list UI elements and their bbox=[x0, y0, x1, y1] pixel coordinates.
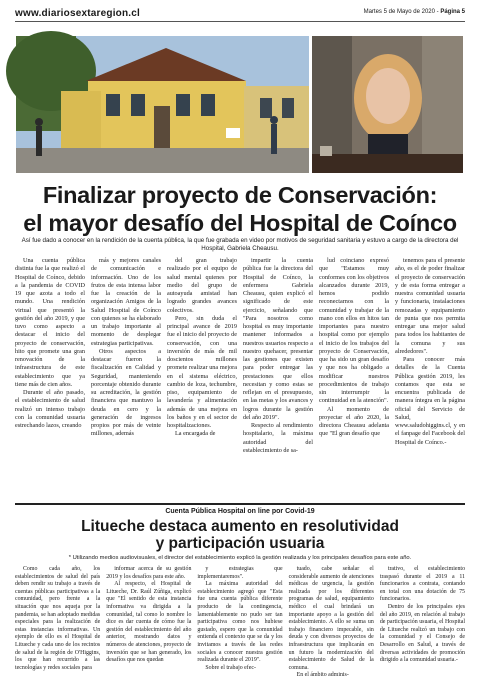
article2-col2-para1: informar acerca de su gestión 2019 y los desafíos para este año. bbox=[106, 566, 192, 580]
article2-col4-para2: En el ámbito adminis- bbox=[296, 672, 349, 679]
article2-headline-line1: Litueche destaca aumento en resolutividad bbox=[81, 518, 399, 535]
section-divider bbox=[15, 503, 465, 505]
article2-col4-para1: tuado, cabe señalar el considerable aumento de atenciones médicas de urgencia, la gestión realizada por los diferentes programas de salud, equipamiento médico el cual brindará un importante apoyo a la gestión del establecimiento. A ello se suma un trabajo financiero impecable, sin deuda y con diversos proyectos de infraestructura que implicarán en un futuro la modernización del establecimiento de Salud de la comuna. bbox=[288, 566, 374, 671]
article1-column-4 bbox=[243, 257, 313, 502]
article2-subtitle: * Utilizando medios audiovisuales, el director del establecimiento explicó la gestión realizada y los principales desafíos para este año. bbox=[68, 555, 412, 561]
article1-col2-para2: Otros aspectos a destacar fueron la fiscalización en Calidad y Seguridad, manteniendo porcentaje obtenido durante su acreditación, la gestión financiera que mantuvo la deuda en cero y la generación de ingresos propios por más de veinte millones, además bbox=[91, 347, 161, 438]
article1-col1-para2: Durante el año pasado, el establecimiento de salud realizó un intenso trabajo con la comunidad usuaria estrechando lazos, creando bbox=[15, 389, 85, 429]
article1-subtitle: Así fue dado a conocer en la rendición de la cuenta pública, la que fue grabada en video por motivos de seguridad sanitaria y estuvo a cargo de la directora del Hospital, Gabriela Cheausu. bbox=[21, 237, 459, 252]
article1-col3-para3: La encargada de bbox=[175, 430, 216, 438]
hospital-building-photo bbox=[16, 36, 309, 173]
article2-col5-para2: Dentro de los principales ejes del año 2019, en relación al trabajo de participación usuaria, el Hospital de Litueche realizó un trabajo con la comunidad y el Consejo de Desarrollo en Salud, a través de diversas actividades de promoción dirigido a la comunidad usuaria.- bbox=[379, 603, 466, 664]
article1-column-3 bbox=[167, 257, 237, 502]
article2-col3-para3: Sobre el trabajo efec- bbox=[205, 664, 256, 671]
article1-col6-para2: Para conocer más detalles de la Cuenta Pública gestión 2019, les contamos que esta se encuentra publicada de manera íntegra en la página oficial del Servicio de Salud, www.saludohiggins.cl, y en el fanpage del Facebook del Hospital de Coínco.- bbox=[395, 356, 465, 446]
article1-headline bbox=[15, 181, 465, 237]
page-number: Página 5 bbox=[440, 9, 465, 15]
article2-body bbox=[15, 566, 466, 679]
article2-column-4 bbox=[288, 566, 374, 679]
hospital-building-illustration bbox=[16, 36, 309, 173]
article2-col3-para1: y estrategias que implementaremos". bbox=[197, 566, 283, 580]
article1-body bbox=[15, 257, 465, 502]
article2-headline bbox=[15, 518, 465, 552]
page-header bbox=[15, 8, 465, 20]
article1-col3-para1: del gran trabajo realizado por el equipo de salud mental quienes por medio del grupo de autoayuda amistad han logrado grandes avances colectivos. bbox=[167, 257, 237, 314]
article1-column-2 bbox=[91, 257, 161, 502]
director-portrait-illustration bbox=[312, 36, 463, 173]
article2-col2-para2: Al respecto, el Hospital de Litueche, Dr. Raúl Zúñiga, explicó que "El sentido de esta instancia informativa va dirigida a la comunidad, tal como lo nombre lo dice es dar cuenta de cómo fue la gestión del establecimiento del año anterior, mostrando datos y números de atenciones, proyecto de inversión que se han generado, los desafíos que nos quedan bbox=[106, 581, 192, 664]
article1-col5-para1: lud coinciano expresó que "Estamos muy conformes con los objetivos alcanzados durante 2019, hemos podido reconectarnos con la comunidad y trabajar de la mano con ellos en hitos tan importantes para nuestro hospital como por ejemplo el inicio de los trabajos del proyecto de Conservación, que ha sido un gran desafío y que nos ha obligado a modificar nuestros procedimientos de trabajo sin interrumpir la continuidad en la atención". bbox=[319, 257, 389, 405]
article1-col6-para1: tenemos para el presente año, es el de poder finalizar el proyecto de conservación y de esta forma entregar a nuestra comunidad usuaria y funcionaria, instalaciones remozadas y equipamiento de punta que nos permita entregar una mejor salud para todos los habitantes de la comuna y sus alrededores". bbox=[395, 257, 465, 355]
article1-col2-para1: más y mejores canales de comunicación e información. Uno de los frutos de esta intensa labor fue la creación de la organización Amigos de la Salud Hospital de Coínco con quienes se ha elaborado un trabajo importante al momento de desplegar estrategias participativas. bbox=[91, 257, 161, 347]
director-portrait-photo bbox=[312, 36, 463, 173]
article1-col1-para1: Una cuenta pública distinta fue la que realizó el Hospital de Coínco, debido a la pandemia de COVID 19 que azota a todo el mundo. Una rendición virtual que presentó la gestión del año 2019, y que tuvo como aspecto a destacar el inicio del proyecto de conservación, hito que promete una gran renovación de la infraestructura de este establecimiento que ya tiene más de cien años. bbox=[15, 257, 85, 388]
article2-col5-para1: trativo, el establecimiento traspasó durante el 2019 a 11 funcionarios a contrata, contando en total con una dotación de 75 funcionarios. bbox=[379, 566, 466, 603]
issue-date: Martes 5 de Mayo de 2020 - bbox=[363, 9, 441, 15]
article1-col4-para2: Respecto al rendimiento hospitalario, la máxima autoridad del establecimiento de sa- bbox=[243, 422, 313, 454]
article2-headline-line2: y participación usuaria bbox=[155, 535, 325, 552]
header-rule bbox=[15, 21, 465, 22]
article1-col3-para2: Pero, sin duda el principal avance de 2019 fue el inicio del proyecto de conservación, con una inversión de más de mil doscientos millones promete realizar una mejora en el sistema eléctrico, cambio de loza, techumbre, piso, equipamiento de lavandería y alimentación además de una mejora en los baños y en el sector de hospitalizaciones. bbox=[167, 314, 237, 429]
article2-column-5 bbox=[380, 566, 465, 666]
article1-column-6 bbox=[395, 257, 465, 502]
article1-headline-line2: el mayor desafío del Hospital de Coínco bbox=[23, 210, 457, 236]
article1-column-5 bbox=[319, 257, 389, 502]
article2-column-1 bbox=[15, 566, 101, 671]
article2-column-3 bbox=[197, 566, 283, 671]
article2-col1-para1: Como cada año, los establecimientos de salud del país deben rendir su trabajo a través de cuentas públicas participativas a la comunidad, pero frente a la situación que nos aqueja por la pandemia, se han adoptado medidas especiales para la realización de estas instancias informativas. Un ejemplo de ello es el Hospital de Litueche y cada uno de los recintos de salud de la región de O'Higgins, los que han recurrido a las tecnologías y redes sociales para bbox=[15, 566, 101, 671]
article1-col5-para2: Al momento de proyectar el año 2020, la directora Cheausu adelanta que "El gran desafío que bbox=[319, 405, 389, 438]
article1-headline-line1: Finalizar proyecto de Conservación: bbox=[42, 182, 438, 208]
article1-col4-para1: impartir la cuenta pública fue la directora del Hospital de Coínco, la enfermera Gabriela Cheausu, quien explicó el significado de este ejercicio, señalando que "Para nosotros como hospital es muy importante mantener informados a nuestros usuarios respecto a nuestro quehacer, presentar las gestiones que existen para poder entregar las prestaciones que ellos necesitan y como estas se reflejan en el presupuesto, en las metas y los avances y logros durante la gestión del año 2019". bbox=[243, 257, 313, 421]
article2-column-2 bbox=[106, 566, 191, 666]
date-page bbox=[364, 9, 465, 15]
article2-col3-para2: La máxima autoridad del establecimiento agregó que "Esta fue una cuenta pública diferente producto de la contingencia, lamentablemente no pudo ser tan participativa como nos hubiese gustado, espero que la comunidad entienda el contexto que se da y los invitamos a través de las redes sociales a conocer nuestra gestión realizada durante el 2019". bbox=[197, 581, 283, 664]
site-url[interactable]: www.diariosextaregion.cl bbox=[15, 8, 141, 19]
article2-kicker: Cuenta Pública Hospital on line por Covid-19 bbox=[165, 508, 315, 515]
article1-column-1 bbox=[15, 257, 85, 502]
